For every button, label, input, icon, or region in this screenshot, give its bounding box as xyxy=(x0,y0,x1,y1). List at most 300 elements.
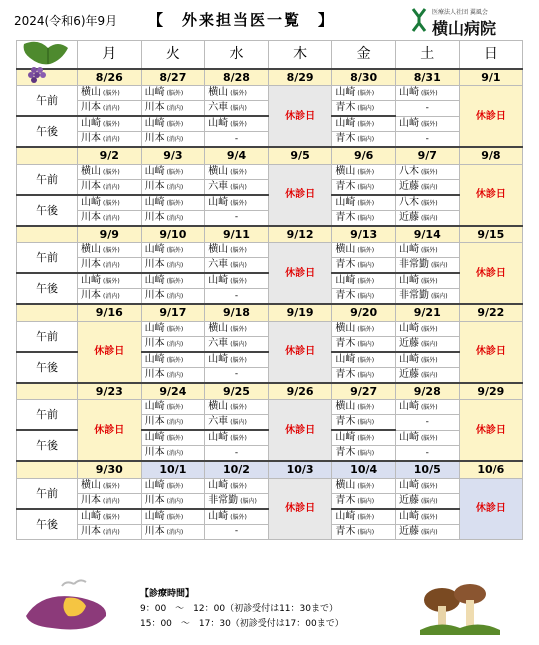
doctor-cell xyxy=(141,430,205,446)
doctor-name: 青木 xyxy=(335,494,356,506)
date-cell: 9/8 xyxy=(459,147,523,164)
doctor-dept: (消内) xyxy=(103,136,120,143)
doctor-cell xyxy=(395,116,459,132)
doctor-dept: (脳外) xyxy=(230,278,247,285)
slot-label-am: 午前 xyxy=(17,164,78,195)
doctor-name: 川本 xyxy=(144,416,165,427)
doctor-dept: (脳外) xyxy=(230,404,247,411)
schedule-row xyxy=(17,478,523,493)
doctor-dept: (消内) xyxy=(166,105,184,112)
doctor-name: 青木 xyxy=(335,525,356,537)
doctor-dept: (消内) xyxy=(166,183,184,191)
doctor-cell xyxy=(332,367,396,383)
doctor-dept: (脳内) xyxy=(430,262,448,269)
slot-label-pm: 午後 xyxy=(17,509,78,540)
doctor-cell xyxy=(205,352,269,368)
doctor-cell xyxy=(78,524,142,539)
doctor-dept: (脳内) xyxy=(357,371,375,379)
doctor-dept: (脳外) xyxy=(103,482,120,490)
doctor-name: 山崎 xyxy=(335,118,356,129)
date-row-blank xyxy=(17,147,78,164)
empty-dash: - xyxy=(425,102,429,113)
doctor-name: 山崎 xyxy=(208,275,229,286)
doctor-dept: (消内) xyxy=(103,214,120,222)
doctor-name: 山崎 xyxy=(398,275,419,286)
closed-cell: 休診日 xyxy=(78,400,142,462)
doctor-dept: (脳内) xyxy=(357,497,375,505)
doctor-name: 山崎 xyxy=(208,479,229,491)
doctor-name: 青木 xyxy=(335,259,356,270)
doctor-name: 青木 xyxy=(335,180,356,192)
doctor-dept: (消内) xyxy=(166,528,184,536)
doctor-cell xyxy=(395,430,459,446)
doctor-name: 山崎 xyxy=(144,275,165,286)
clinic-hours xyxy=(140,587,344,632)
slot-label-pm: 午後 xyxy=(17,273,78,304)
doctor-cell xyxy=(395,321,459,336)
slot-label-pm: 午後 xyxy=(17,352,78,383)
closed-cell: 休診日 xyxy=(268,86,332,148)
closed-cell: 休診日 xyxy=(459,243,523,305)
doctor-dept: (脳外) xyxy=(103,513,120,521)
doctor-name: 山崎 xyxy=(144,196,165,208)
doctor-cell xyxy=(332,289,396,305)
doctor-name: 山崎 xyxy=(144,165,165,177)
doctor-cell xyxy=(141,415,205,431)
hours-afternoon: 15：00 ～ 17：30（初診受付は17：00まで） xyxy=(140,619,344,629)
empty-dash: - xyxy=(425,416,429,427)
doctor-cell xyxy=(395,289,459,305)
day-header: 月 xyxy=(78,41,142,69)
doctor-cell xyxy=(205,258,269,274)
doctor-name: 山崎 xyxy=(81,275,101,286)
doctor-name: 川本 xyxy=(144,337,165,349)
doctor-cell xyxy=(332,258,396,274)
doctor-cell xyxy=(332,493,396,509)
doctor-dept: (脳外) xyxy=(420,325,438,333)
empty-slot xyxy=(205,446,269,462)
doctor-dept: (脳外) xyxy=(357,199,375,207)
doctor-name: 横山 xyxy=(208,244,229,255)
doctor-dept: (脳外) xyxy=(357,356,375,364)
doctor-name: 青木 xyxy=(335,368,356,380)
doctor-name: 近藤 xyxy=(398,337,419,349)
doctor-name: 青木 xyxy=(335,290,356,301)
date-row-blank xyxy=(17,383,78,400)
doctor-cell xyxy=(395,352,459,368)
day-header: 土 xyxy=(395,41,459,69)
doctor-cell xyxy=(141,243,205,258)
doctor-cell xyxy=(332,400,396,415)
doctor-cell xyxy=(332,116,396,132)
doctor-name: 川本 xyxy=(144,290,165,301)
doctor-dept: (脳外) xyxy=(103,247,120,254)
doctor-name: 川本 xyxy=(144,259,165,270)
doctor-cell xyxy=(395,164,459,179)
doctor-cell xyxy=(395,336,459,352)
slot-label-am: 午前 xyxy=(17,478,78,509)
doctor-cell xyxy=(78,132,142,148)
doctor-dept: (脳内) xyxy=(357,340,375,348)
doctor-dept: (脳内) xyxy=(420,371,438,379)
doctor-dept: (消内) xyxy=(166,136,184,143)
doctor-dept: (脳外) xyxy=(230,356,247,364)
doctor-cell xyxy=(332,321,396,336)
doctor-dept: (脳外) xyxy=(230,482,247,490)
date-row xyxy=(17,304,523,321)
doctor-dept: (脳外) xyxy=(230,199,247,207)
doctor-dept: (消内) xyxy=(166,293,184,300)
doctor-dept: (脳外) xyxy=(420,168,438,176)
grape-leaf-illustration xyxy=(18,40,78,86)
doctor-dept: (脳外) xyxy=(166,356,184,364)
date-cell: 9/21 xyxy=(395,304,459,321)
doctor-name: 六車 xyxy=(208,102,229,113)
doctor-dept: (脳外) xyxy=(230,435,247,442)
doctor-cell xyxy=(205,321,269,336)
doctor-dept: (脳外) xyxy=(230,325,247,333)
doctor-cell xyxy=(205,493,269,509)
logo-mark-icon xyxy=(410,7,428,33)
doctor-cell xyxy=(141,164,205,179)
date-cell: 10/5 xyxy=(395,461,459,478)
day-header: 水 xyxy=(205,41,269,69)
doctor-name: 横山 xyxy=(81,87,101,98)
empty-dash: - xyxy=(425,133,429,144)
date-cell: 9/16 xyxy=(78,304,142,321)
date-cell: 9/15 xyxy=(459,226,523,243)
doctor-cell xyxy=(395,195,459,211)
date-cell: 8/27 xyxy=(141,69,205,86)
doctor-name: 青木 xyxy=(335,337,356,349)
date-cell: 8/31 xyxy=(395,69,459,86)
date-cell: 9/5 xyxy=(268,147,332,164)
closed-cell: 休診日 xyxy=(78,321,142,383)
doctor-cell xyxy=(332,509,396,525)
doctor-name: 山崎 xyxy=(208,510,229,522)
empty-slot xyxy=(205,524,269,539)
date-cell: 9/4 xyxy=(205,147,269,164)
date-cell: 8/26 xyxy=(78,69,142,86)
doctor-dept: (脳内) xyxy=(357,214,375,222)
doctor-cell xyxy=(332,446,396,462)
doctor-cell xyxy=(395,524,459,539)
closed-cell: 休診日 xyxy=(268,321,332,383)
doctor-dept: (消内) xyxy=(166,340,184,348)
doctor-name: 山崎 xyxy=(144,322,165,334)
slot-label-pm: 午後 xyxy=(17,116,78,147)
doctor-dept: (脳外) xyxy=(230,513,247,521)
doctor-cell xyxy=(395,400,459,415)
date-cell: 9/27 xyxy=(332,383,396,400)
doctor-dept: (消内) xyxy=(166,214,184,222)
doctor-dept: (脳外) xyxy=(357,482,375,490)
doctor-name: 山崎 xyxy=(144,401,165,412)
doctor-cell xyxy=(141,273,205,289)
doctor-cell xyxy=(78,493,142,509)
doctor-cell xyxy=(141,116,205,132)
doctor-dept: (脳外) xyxy=(357,168,375,176)
doctor-cell xyxy=(395,258,459,274)
doctor-cell xyxy=(205,101,269,117)
doctor-name: 川本 xyxy=(81,259,101,270)
doctor-dept: (脳外) xyxy=(357,435,375,442)
doctor-dept: (脳内) xyxy=(357,262,375,269)
doctor-cell xyxy=(205,400,269,415)
doctor-name: 近藤 xyxy=(398,368,419,380)
doctor-cell xyxy=(141,132,205,148)
closed-cell: 休診日 xyxy=(268,164,332,226)
doctor-name: 近藤 xyxy=(398,494,419,506)
doctor-name: 山崎 xyxy=(208,196,229,208)
doctor-dept: (脳外) xyxy=(103,199,120,207)
date-row-blank xyxy=(17,226,78,243)
date-cell: 9/28 xyxy=(395,383,459,400)
doctor-dept: (脳外) xyxy=(166,325,184,333)
doctor-dept: (脳外) xyxy=(166,247,184,254)
doctor-dept: (脳内) xyxy=(420,528,438,536)
doctor-dept: (脳外) xyxy=(103,90,120,97)
doctor-cell xyxy=(141,446,205,462)
doctor-cell xyxy=(78,86,142,101)
date-row xyxy=(17,383,523,400)
doctor-name: 山崎 xyxy=(144,87,165,98)
doctor-name: 青木 xyxy=(335,416,356,427)
slot-label-pm: 午後 xyxy=(17,430,78,461)
doctor-name: 川本 xyxy=(144,494,165,506)
doctor-name: 川本 xyxy=(144,180,165,192)
doctor-dept: (脳内) xyxy=(357,136,375,143)
doctor-name: 六車 xyxy=(208,416,229,427)
empty-dash: - xyxy=(234,369,239,379)
doctor-cell xyxy=(141,101,205,117)
hospital-logo xyxy=(410,5,530,37)
date-cell: 9/13 xyxy=(332,226,396,243)
date-cell: 10/4 xyxy=(332,461,396,478)
empty-slot xyxy=(205,289,269,305)
doctor-cell xyxy=(332,132,396,148)
empty-slot xyxy=(395,446,459,462)
doctor-name: 横山 xyxy=(208,401,229,412)
doctor-dept: (脳外) xyxy=(420,434,438,442)
date-cell: 9/20 xyxy=(332,304,396,321)
doctor-name: 山崎 xyxy=(335,196,356,208)
doctor-name: 六車 xyxy=(208,337,229,349)
doctor-cell xyxy=(395,243,459,258)
doctor-cell xyxy=(205,273,269,289)
doctor-name: 横山 xyxy=(81,479,101,491)
doctor-name: 青木 xyxy=(335,447,356,458)
doctor-dept: (脳外) xyxy=(103,168,120,176)
doctor-dept: (脳外) xyxy=(103,121,120,128)
doctor-name: 川本 xyxy=(81,525,101,537)
doctor-cell xyxy=(332,164,396,179)
doctor-name: 山崎 xyxy=(81,196,101,208)
slot-label-am: 午前 xyxy=(17,86,78,117)
doctor-name: 山崎 xyxy=(144,432,165,443)
doctor-dept: (脳内) xyxy=(230,262,247,269)
doctor-dept: (消内) xyxy=(166,450,184,457)
doctor-cell xyxy=(141,195,205,211)
date-cell: 10/6 xyxy=(459,461,523,478)
doctor-dept: (脳外) xyxy=(357,325,375,333)
empty-slot xyxy=(205,367,269,383)
doctor-cell xyxy=(205,195,269,211)
doctor-dept: (脳内) xyxy=(230,183,247,191)
doctor-name: 川本 xyxy=(144,525,165,537)
empty-dash: - xyxy=(234,290,239,301)
doctor-cell xyxy=(141,352,205,368)
doctor-dept: (脳外) xyxy=(357,247,375,254)
doctor-name: 川本 xyxy=(81,290,101,301)
empty-dash: - xyxy=(234,212,239,222)
doctor-dept: (脳内) xyxy=(420,183,438,191)
doctor-cell xyxy=(332,478,396,493)
doctor-cell xyxy=(141,289,205,305)
doctor-cell xyxy=(78,273,142,289)
doctor-dept: (消内) xyxy=(166,262,184,269)
doctor-cell xyxy=(332,101,396,117)
doctor-name: 横山 xyxy=(335,401,356,412)
doctor-name: 山崎 xyxy=(398,401,419,412)
doctor-name: 近藤 xyxy=(398,211,419,223)
doctor-dept: (脳外) xyxy=(357,90,375,97)
doctor-name: 山崎 xyxy=(335,432,356,443)
doctor-cell xyxy=(395,86,459,101)
date-cell: 9/3 xyxy=(141,147,205,164)
doctor-name: 横山 xyxy=(208,165,229,177)
doctor-dept: (脳内) xyxy=(357,105,375,112)
slot-label-pm: 午後 xyxy=(17,195,78,226)
doctor-name: 山崎 xyxy=(208,118,229,129)
doctor-dept: (脳外) xyxy=(357,513,375,521)
doctor-cell xyxy=(141,509,205,525)
empty-slot xyxy=(395,101,459,117)
doctor-name: 非常勤 xyxy=(398,259,429,270)
doctor-name: 山崎 xyxy=(144,353,165,365)
doctor-dept: (脳外) xyxy=(420,278,438,285)
doctor-dept: (脳外) xyxy=(230,90,247,97)
doctor-dept: (脳内) xyxy=(357,419,375,426)
doctor-dept: (脳内) xyxy=(240,497,257,505)
doctor-dept: (脳内) xyxy=(420,340,438,348)
date-cell: 10/2 xyxy=(205,461,269,478)
doctor-cell xyxy=(78,179,142,195)
doctor-dept: (脳外) xyxy=(357,121,375,128)
doctor-cell xyxy=(141,86,205,101)
doctor-name: 山崎 xyxy=(144,118,165,129)
doctor-name: 横山 xyxy=(81,165,101,177)
doctor-dept: (脳外) xyxy=(420,513,438,521)
doctor-dept: (消内) xyxy=(103,293,120,300)
day-header: 木 xyxy=(268,41,332,69)
doctor-cell xyxy=(78,258,142,274)
date-row xyxy=(17,69,523,86)
schedule-row xyxy=(17,321,523,336)
doctor-cell xyxy=(332,86,396,101)
doctor-name: 川本 xyxy=(81,180,101,192)
doctor-cell xyxy=(141,210,205,226)
schedule-row xyxy=(17,243,523,258)
date-cell: 10/3 xyxy=(268,461,332,478)
doctor-cell xyxy=(141,258,205,274)
doctor-cell xyxy=(141,336,205,352)
doctor-name: 横山 xyxy=(335,165,356,177)
doctor-dept: (脳外) xyxy=(357,278,375,285)
date-row xyxy=(17,461,523,478)
schedule-row xyxy=(17,164,523,179)
doctor-cell xyxy=(332,195,396,211)
doctor-name: 川本 xyxy=(81,494,101,506)
doctor-cell xyxy=(332,415,396,431)
doctor-dept: (脳内) xyxy=(357,183,375,191)
doctor-name: 横山 xyxy=(335,322,356,334)
doctor-cell xyxy=(78,289,142,305)
empty-dash: - xyxy=(234,133,239,144)
doctor-dept: (脳外) xyxy=(166,90,184,97)
doctor-name: 山崎 xyxy=(335,87,356,98)
date-cell: 8/29 xyxy=(268,69,332,86)
hospital-subtitle: 医療法人社団 翼風会 xyxy=(432,9,488,16)
day-header: 金 xyxy=(332,41,396,69)
doctor-cell xyxy=(205,509,269,525)
doctor-cell xyxy=(78,116,142,132)
page-title: 【 外来担当医一覧 】 xyxy=(148,11,336,29)
doctor-name: 山崎 xyxy=(398,353,419,365)
doctor-dept: (脳外) xyxy=(420,90,438,97)
doctor-cell xyxy=(205,86,269,101)
date-cell: 9/1 xyxy=(459,69,523,86)
doctor-cell xyxy=(141,400,205,415)
doctor-name: 横山 xyxy=(335,244,356,255)
date-cell: 9/10 xyxy=(141,226,205,243)
schedule-row xyxy=(17,400,523,415)
doctor-cell xyxy=(205,116,269,132)
doctor-dept: (消内) xyxy=(103,497,120,505)
doctor-name: 山崎 xyxy=(398,87,419,98)
date-row-blank xyxy=(17,461,78,478)
closed-cell: 休診日 xyxy=(268,243,332,305)
doctor-cell xyxy=(78,478,142,493)
empty-slot xyxy=(395,132,459,148)
doctor-dept: (脳内) xyxy=(357,450,375,457)
doctor-cell xyxy=(332,179,396,195)
closed-cell: 休診日 xyxy=(459,164,523,226)
doctor-dept: (消内) xyxy=(103,183,120,191)
doctor-cell xyxy=(332,430,396,446)
doctor-name: 六車 xyxy=(208,180,229,192)
doctor-name: 山崎 xyxy=(398,117,419,129)
doctor-name: 山崎 xyxy=(335,353,356,365)
doctor-dept: (脳外) xyxy=(166,168,184,176)
date-cell: 8/28 xyxy=(205,69,269,86)
doctor-name: 川本 xyxy=(144,211,165,223)
doctor-cell xyxy=(395,179,459,195)
doctor-name: 六車 xyxy=(208,259,229,270)
doctor-dept: (脳内) xyxy=(230,419,247,426)
doctor-name: 近藤 xyxy=(398,525,419,537)
closed-cell: 休診日 xyxy=(459,478,523,539)
doctor-cell xyxy=(205,336,269,352)
hours-title: 【診療時間】 xyxy=(140,589,195,599)
schedule-row xyxy=(17,86,523,101)
doctor-cell xyxy=(78,101,142,117)
doctor-name: 川本 xyxy=(144,133,165,144)
doctor-dept: (脳外) xyxy=(166,278,184,285)
closed-cell: 休診日 xyxy=(459,321,523,383)
date-cell: 9/9 xyxy=(78,226,142,243)
day-header: 日 xyxy=(459,41,523,69)
